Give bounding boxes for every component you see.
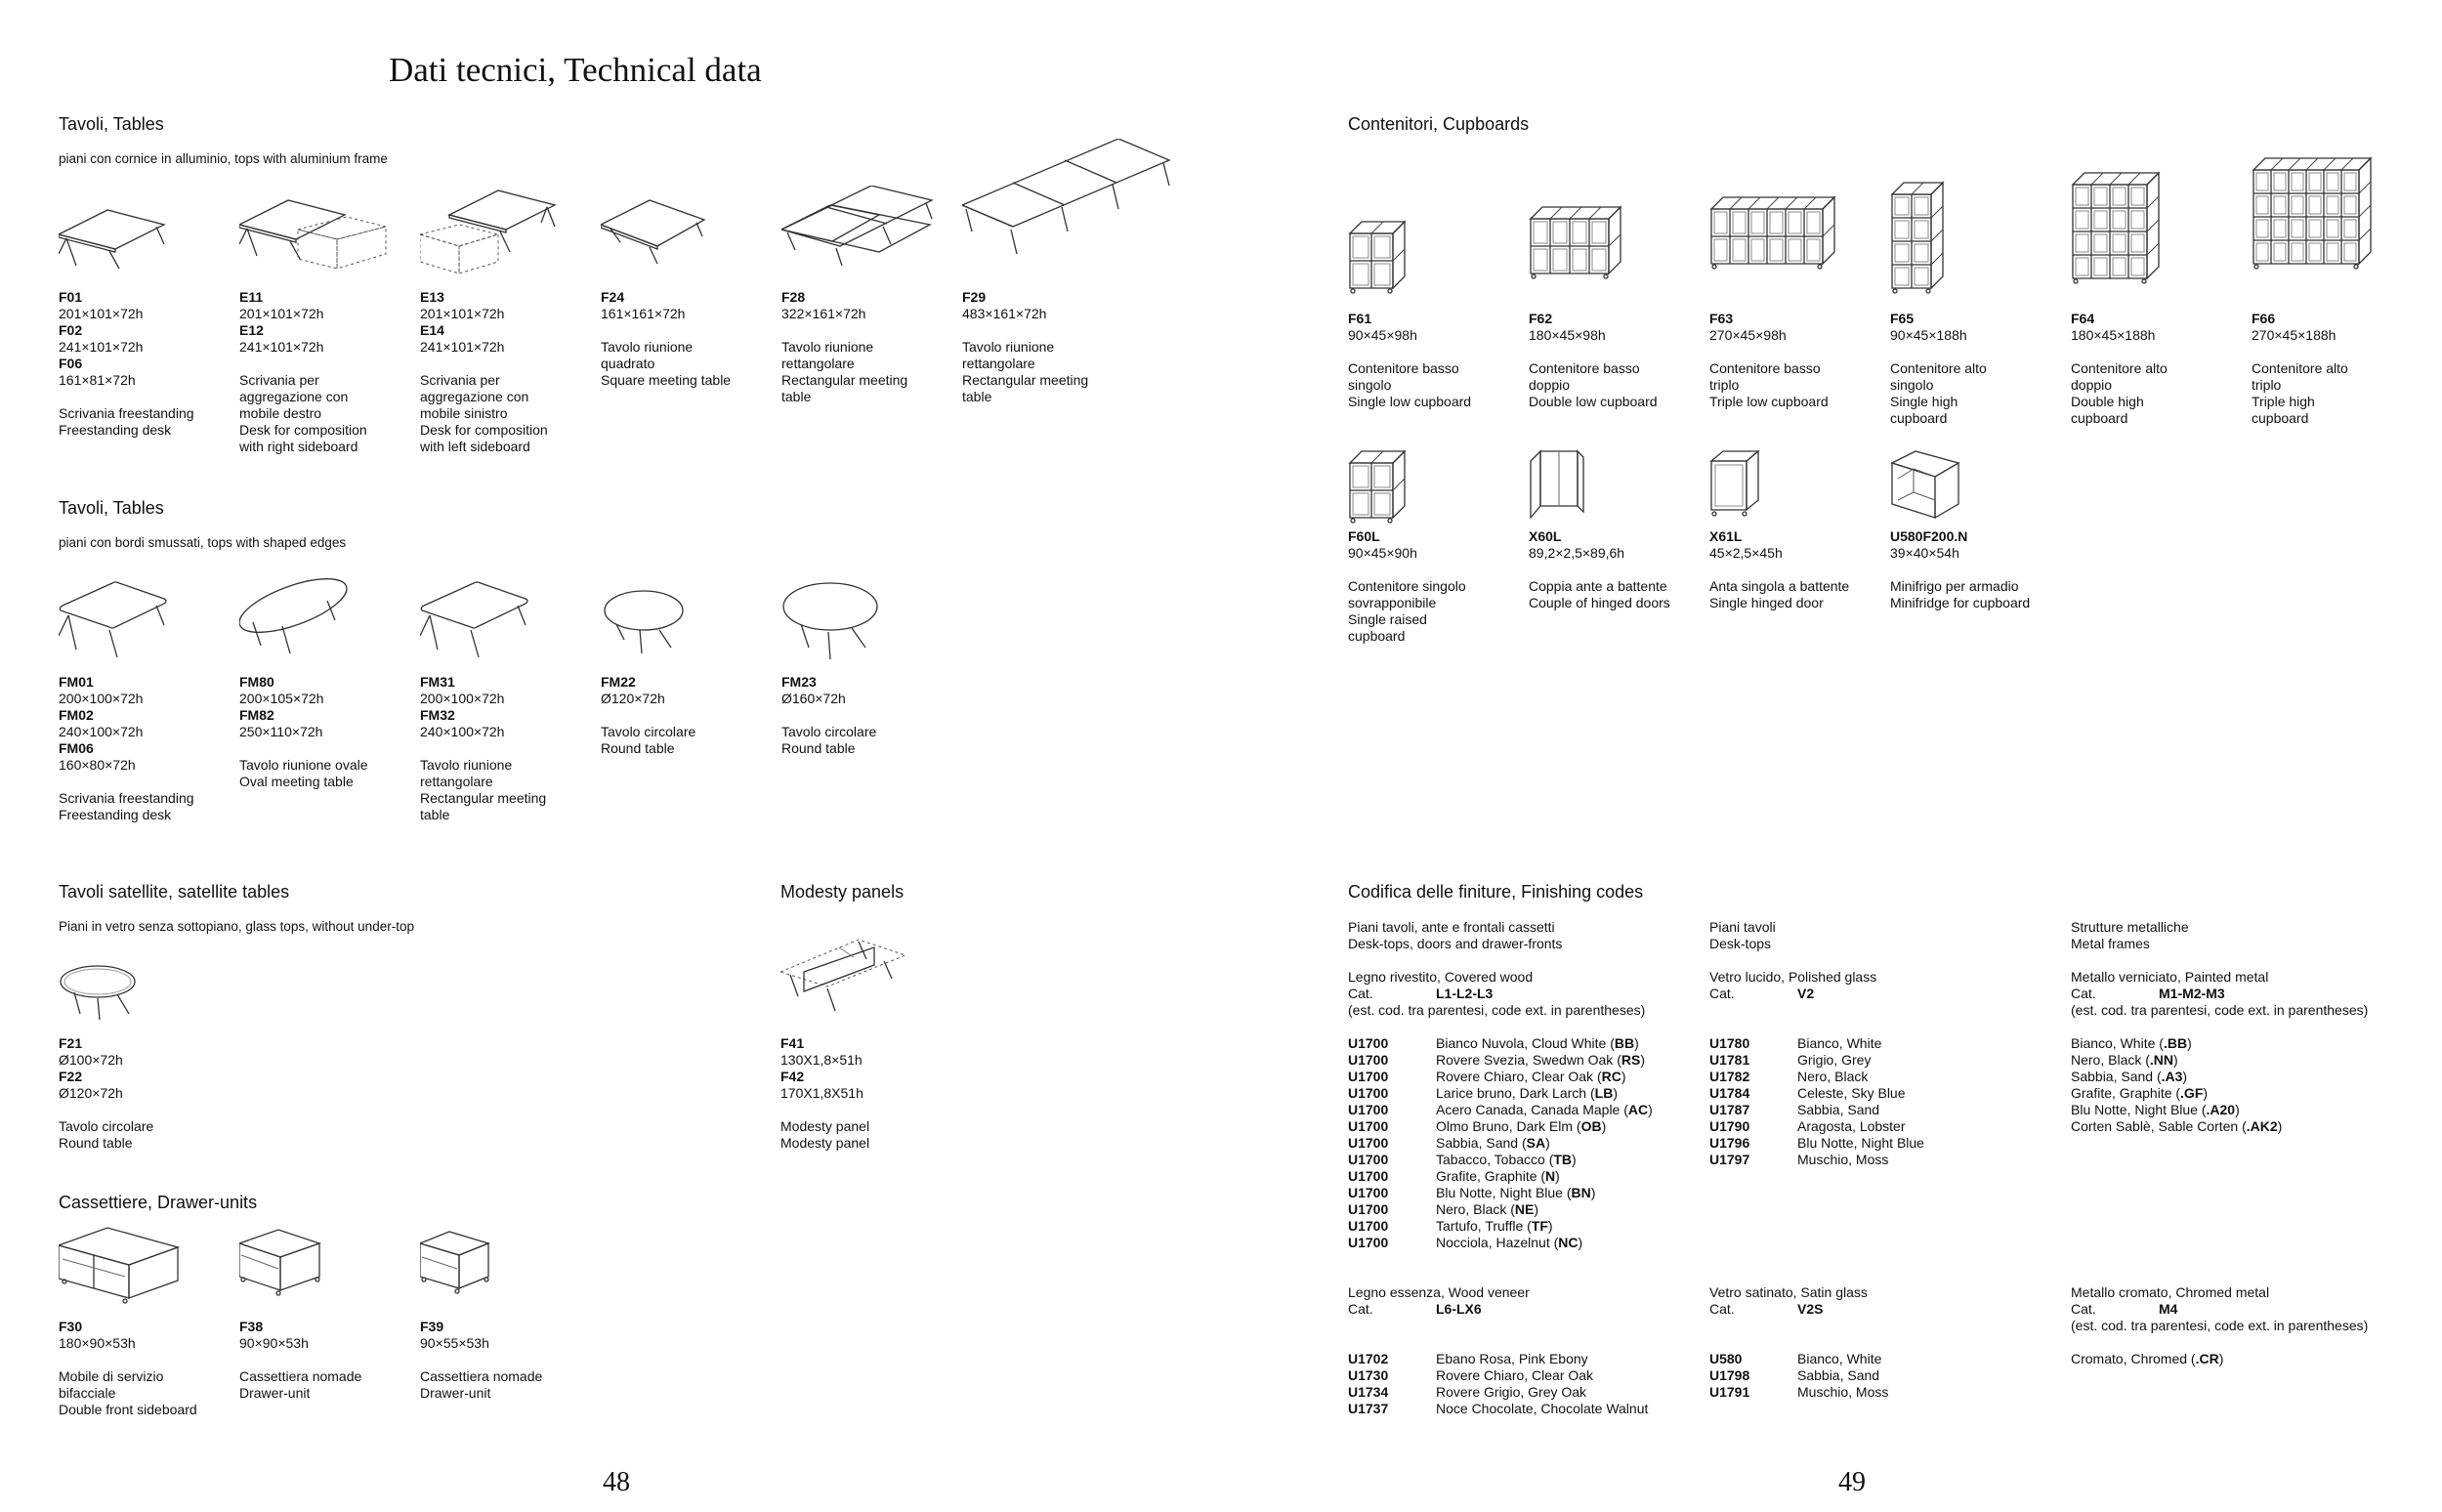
product-code: F29: [962, 289, 987, 305]
large-round-table-icon: [781, 571, 889, 674]
product-code: F21: [59, 1035, 83, 1051]
product-text: triplo: [1709, 377, 1740, 393]
product-text: cupboard: [2071, 410, 2128, 426]
product-text: Cassettiera nomade: [420, 1368, 543, 1384]
spacer: [1529, 344, 1705, 360]
product-text: singolo: [1890, 377, 1934, 393]
product-code: X60L: [1529, 528, 1562, 544]
finishing-column-tops: [1348, 919, 1700, 1417]
product-text: Cassettiera nomade: [239, 1368, 362, 1384]
hinged-doors-icon: [1529, 449, 1587, 527]
spacer: [420, 740, 596, 757]
finish-note: (est. cod. tra parentesi, code ext. in parentheses): [2071, 1002, 2369, 1018]
finish-row: U1780 Bianco, White: [1709, 1035, 1882, 1051]
spacer: [59, 1102, 234, 1118]
product-code: F64: [2071, 311, 2095, 326]
finish-row: U1700 Rovere Chiaro, Clear Oak (RC): [1348, 1069, 1626, 1084]
finish-row: U1700 Grafite, Graphite (N): [1348, 1168, 1560, 1184]
finish-row: Bianco, White (.BB): [2071, 1035, 2192, 1051]
product-text: 322×161×72h: [781, 306, 866, 321]
product-code: F02: [59, 322, 83, 338]
drawer-unit-icon: [239, 1226, 327, 1309]
spacer: [420, 356, 596, 372]
finish-row: U1700 Blu Notte, Night Blue (BN): [1348, 1185, 1596, 1200]
product-text: sovrapponibile: [1348, 595, 1437, 610]
product-text: Single low cupboard: [1348, 394, 1472, 409]
product-text: Couple of hinged doors: [1529, 595, 1670, 610]
product-spec: [1709, 311, 1885, 410]
product-text: Coppia ante a battente: [1529, 578, 1667, 594]
finish-row: Blu Notte, Night Blue (.A20): [2071, 1102, 2240, 1117]
finish-row: U1700 Nocciola, Hazelnut (NC): [1348, 1235, 1583, 1250]
product-text: 201×101×72h: [420, 306, 505, 321]
raised-cupboard-icon: [1348, 449, 1407, 528]
spacer: [239, 356, 415, 372]
finish-row: U1790 Aragosta, Lobster: [1709, 1118, 1906, 1134]
product-text: Scrivania freestanding: [59, 790, 194, 806]
product-text: 161×161×72h: [601, 306, 686, 321]
product-spec: [780, 1035, 956, 1152]
product-text: Mobile di servizio: [59, 1368, 164, 1384]
product-text: Tavolo riunione: [420, 757, 513, 773]
product-spec: [1890, 528, 2066, 611]
product-text: Freestanding desk: [59, 422, 172, 438]
product-text: Round table: [59, 1135, 133, 1151]
product-text: Minifridge for cupboard: [1890, 595, 2031, 610]
product-text: Rectangular meeting: [420, 790, 547, 806]
product-text: 201×101×72h: [239, 306, 324, 321]
spacer: [239, 740, 415, 757]
product-spec: [420, 674, 596, 823]
product-text: Tavolo circolare: [781, 724, 877, 739]
product-text: 241×101×72h: [420, 339, 505, 355]
product-text: Contenitore basso: [1348, 360, 1459, 376]
spacer: [1529, 562, 1705, 578]
product-text: 200×100×72h: [420, 691, 505, 706]
single-hinged-door-icon: [1709, 449, 1768, 527]
product-text: 200×100×72h: [59, 691, 144, 706]
product-text: 89,2×2,5×89,6h: [1529, 545, 1625, 561]
page-number-right: 49: [1838, 1467, 1866, 1497]
product-text: 90×55×53h: [420, 1335, 489, 1351]
modesty-panel-icon: [780, 938, 907, 1021]
finish-row: U1782 Nero, Black: [1709, 1069, 1869, 1084]
finish-row: Corten Sablè, Sable Corten (.AK2): [2071, 1118, 2283, 1134]
spacer: [2071, 344, 2247, 360]
product-text: Ø100×72h: [59, 1052, 123, 1068]
finish-category: Cat. M1-M2-M3: [2071, 986, 2225, 1001]
product-spec: [420, 289, 596, 455]
spacer: [420, 1352, 596, 1368]
double-high-cupboard-icon: [2071, 171, 2161, 289]
finishing-column-metal: [2071, 919, 2432, 1367]
triple-table-icon: [962, 139, 1172, 280]
product-text: 130X1,8×51h: [780, 1052, 863, 1068]
finish-row: U1700 Larice bruno, Dark Larch (LB): [1348, 1085, 1618, 1101]
product-code: FM22: [601, 674, 636, 690]
product-spec: [781, 674, 957, 757]
page-number-left: 48: [603, 1467, 630, 1497]
desk-left-sideboard-icon: [420, 186, 576, 283]
product-text: Double high: [2071, 394, 2144, 409]
product-text: quadrato: [601, 356, 655, 371]
product-text: aggregazione con: [239, 389, 349, 404]
product-code: FM02: [59, 707, 94, 723]
product-text: 39×40×54h: [1890, 545, 1959, 561]
product-text: Tavolo riunione ovale: [239, 757, 368, 773]
finish-row: U1702 Ebano Rosa, Pink Ebony: [1348, 1351, 1588, 1366]
finish-group-title: Metallo verniciato, Painted metal: [2071, 969, 2269, 985]
product-text: 180×45×98h: [1529, 327, 1606, 343]
product-text: Desk for composition: [420, 422, 548, 438]
finish-row: Cromato, Chromed (.CR): [2071, 1351, 2224, 1366]
product-code: F41: [780, 1035, 805, 1051]
finish-header: Desk-tops: [1709, 936, 1772, 951]
triple-low-cupboard-icon: [1709, 195, 1836, 274]
product-code: F06: [59, 356, 83, 371]
spacer: [1709, 562, 1885, 578]
product-text: 90×45×98h: [1348, 327, 1417, 343]
product-text: Freestanding desk: [59, 807, 172, 822]
spacer: [601, 322, 777, 339]
product-text: Ø160×72h: [781, 691, 846, 706]
product-text: Modesty panel: [780, 1118, 870, 1134]
product-text: mobile sinistro: [420, 405, 508, 421]
product-text: 160×80×72h: [59, 757, 136, 773]
product-text: mobile destro: [239, 405, 322, 421]
product-text: 240×100×72h: [59, 724, 144, 739]
product-text: Tavolo riunione: [781, 339, 874, 355]
finish-row: U1730 Rovere Chiaro, Clear Oak: [1348, 1367, 1594, 1383]
section-subheading-tables-frame: piani con cornice in alluminio, tops with aluminium frame: [59, 151, 388, 166]
square-table-icon: [601, 195, 718, 278]
product-text: triplo: [2252, 377, 2282, 393]
finish-row: U1791 Muschio, Moss: [1709, 1384, 1889, 1400]
section-heading-modesty: Modesty panels: [780, 882, 905, 902]
single-high-cupboard-icon: [1890, 181, 1945, 299]
product-text: Scrivania freestanding: [59, 405, 194, 421]
product-code: F30: [59, 1319, 83, 1334]
product-text: table: [962, 389, 992, 404]
product-code: F60L: [1348, 528, 1380, 544]
product-text: Single high: [1890, 394, 1958, 409]
spacer: [59, 774, 234, 790]
glass-round-table-icon: [59, 957, 147, 1035]
finish-row: U1700 Bianco Nuvola, Cloud White (BB): [1348, 1035, 1639, 1051]
spacer: [962, 322, 1138, 339]
product-text: Triple low cupboard: [1709, 394, 1829, 409]
section-heading-finishing: Codifica delle finiture, Finishing codes: [1348, 882, 1644, 902]
finish-category: Cat. L6-LX6: [1348, 1301, 1482, 1317]
finish-row: U1700 Acero Canada, Canada Maple (AC): [1348, 1102, 1653, 1117]
product-text: 241×101×72h: [239, 339, 324, 355]
product-spec: [1529, 311, 1705, 410]
product-spec: [59, 674, 234, 823]
product-text: Ø120×72h: [601, 691, 665, 706]
section-heading-satellite: Tavoli satellite, satellite tables: [59, 882, 290, 902]
product-text: Contenitore alto: [2071, 360, 2168, 376]
section-heading-tables-shaped: Tavoli, Tables: [59, 498, 164, 518]
product-text: 241×101×72h: [59, 339, 144, 355]
product-text: 240×100×72h: [420, 724, 505, 739]
spacer: [59, 389, 234, 405]
product-spec: [1890, 311, 2066, 427]
product-spec: [239, 674, 415, 790]
product-spec: [2071, 311, 2247, 427]
product-text: Tavolo riunione: [962, 339, 1055, 355]
finish-group-title: Vetro satinato, Satin glass: [1709, 1284, 1868, 1300]
product-code: F24: [601, 289, 625, 305]
finish-row: U1798 Sabbia, Sand: [1709, 1367, 1880, 1383]
finish-row: U1700 Tartufo, Truffle (TF): [1348, 1218, 1553, 1234]
finish-header: Desk-tops, doors and drawer-fronts: [1348, 936, 1563, 951]
spacer: [2252, 344, 2427, 360]
spacer: [601, 707, 777, 724]
product-text: 45×2,5×45h: [1709, 545, 1783, 561]
product-code: F38: [239, 1319, 264, 1334]
finish-row: U1797 Muschio, Moss: [1709, 1152, 1889, 1167]
page-title: Dati tecnici, Technical data: [389, 51, 762, 89]
shaped-desk-icon: [59, 571, 176, 669]
product-text: Square meeting table: [601, 372, 732, 388]
product-text: 483×161×72h: [962, 306, 1047, 321]
finish-category: Cat. V2S: [1709, 1301, 1824, 1317]
product-text: with right sideboard: [239, 439, 358, 454]
product-spec: [59, 1035, 234, 1152]
product-text: Contenitore alto: [1890, 360, 1987, 376]
product-code: F22: [59, 1069, 83, 1084]
product-code: E12: [239, 322, 264, 338]
spacer: [1890, 562, 2066, 578]
finish-header: Piani tavoli: [1709, 919, 1776, 935]
product-spec: [781, 289, 957, 405]
product-text: Contenitore singolo: [1348, 578, 1466, 594]
finish-row: U1784 Celeste, Sky Blue: [1709, 1085, 1906, 1101]
product-text: cupboard: [2252, 410, 2309, 426]
finish-row: Nero, Black (.NN): [2071, 1052, 2178, 1068]
product-text: Double front sideboard: [59, 1402, 197, 1417]
product-text: Desk for composition: [239, 422, 367, 438]
finish-row: Sabbia, Sand (.A3): [2071, 1069, 2188, 1084]
finish-row: U1737 Noce Chocolate, Chocolate Walnut: [1348, 1401, 1649, 1416]
finish-row: U580 Bianco, White: [1709, 1351, 1882, 1366]
spacer: [781, 707, 957, 724]
product-code: F39: [420, 1319, 444, 1334]
product-code: FM31: [420, 674, 455, 690]
section-heading-cupboards: Contenitori, Cupboards: [1348, 114, 1530, 134]
finish-row: U1781 Grigio, Grey: [1709, 1052, 1872, 1068]
product-code: X61L: [1709, 528, 1743, 544]
minifridge-icon: [1890, 449, 1963, 527]
finish-category: Cat. V2: [1709, 986, 1815, 1001]
product-text: bifacciale: [59, 1385, 116, 1401]
product-text: Drawer-unit: [239, 1385, 311, 1401]
small-drawer-unit-icon: [420, 1226, 498, 1309]
finishing-column-desktops: [1709, 919, 2061, 1401]
product-code: F61: [1348, 311, 1372, 326]
product-spec: [1529, 528, 1705, 611]
product-text: rettangolare: [420, 774, 493, 789]
product-text: Tavolo riunione: [601, 339, 694, 355]
product-text: rettangolare: [962, 356, 1035, 371]
product-spec: [2252, 311, 2427, 427]
product-text: 90×90×53h: [239, 1335, 309, 1351]
triple-high-cupboard-icon: [2252, 156, 2373, 274]
product-text: Contenitore alto: [2252, 360, 2348, 376]
finish-header: Piani tavoli, ante e frontali cassetti: [1348, 919, 1555, 935]
finish-row: U1700 Sabbia, Sand (SA): [1348, 1135, 1550, 1151]
finish-row: U1700 Rovere Svezia, Swedwn Oak (RS): [1348, 1052, 1645, 1068]
product-text: cupboard: [1348, 628, 1406, 644]
product-text: Round table: [781, 740, 856, 756]
product-code: F63: [1709, 311, 1734, 326]
product-spec: [962, 289, 1138, 405]
product-text: 200×105×72h: [239, 691, 324, 706]
product-text: Modesty panel: [780, 1135, 870, 1151]
finish-note: (est. cod. tra parentesi, code ext. in parentheses): [1348, 1002, 1646, 1018]
product-text: 270×45×98h: [1709, 327, 1787, 343]
product-spec: [601, 674, 777, 757]
product-text: Drawer-unit: [420, 1385, 491, 1401]
finish-group-title: Metallo cromato, Chromed metal: [2071, 1284, 2270, 1300]
product-text: Double low cupboard: [1529, 394, 1658, 409]
product-text: Rectangular meeting: [962, 372, 1089, 388]
spacer: [780, 1102, 956, 1118]
product-text: Single raised: [1348, 611, 1427, 627]
product-text: Minifrigo per armadio: [1890, 578, 2019, 594]
product-text: doppio: [2071, 377, 2113, 393]
product-spec: [1348, 311, 1524, 410]
double-low-cupboard-icon: [1529, 205, 1622, 284]
product-text: 180×45×188h: [2071, 327, 2156, 343]
product-spec: [420, 1319, 596, 1402]
finish-row: U1734 Rovere Grigio, Grey Oak: [1348, 1384, 1587, 1400]
product-text: Tavolo circolare: [59, 1118, 154, 1134]
spacer: [1348, 344, 1524, 360]
product-text: Anta singola a battente: [1709, 578, 1850, 594]
product-text: Tavolo circolare: [601, 724, 696, 739]
finish-group-title: Legno essenza, Wood veneer: [1348, 1284, 1530, 1300]
product-text: aggregazione con: [420, 389, 529, 404]
product-text: 201×101×72h: [59, 306, 144, 321]
product-text: table: [781, 389, 812, 404]
product-text: doppio: [1529, 377, 1571, 393]
product-text: with left sideboard: [420, 439, 530, 454]
finish-header: Strutture metalliche: [2071, 919, 2189, 935]
product-spec: [1709, 528, 1885, 611]
product-text: 270×45×188h: [2252, 327, 2337, 343]
product-text: 161×81×72h: [59, 372, 136, 388]
product-code: E11: [239, 289, 264, 305]
product-spec: [59, 289, 234, 439]
product-text: cupboard: [1890, 410, 1948, 426]
product-spec: [239, 289, 415, 455]
rectangular-desk-icon: [59, 195, 176, 278]
product-code: F66: [2252, 311, 2276, 326]
finish-row: U1700 Tabacco, Tobacco (TB): [1348, 1152, 1577, 1167]
product-text: 180×90×53h: [59, 1335, 136, 1351]
product-text: rettangolare: [781, 356, 855, 371]
single-low-cupboard-icon: [1348, 220, 1407, 299]
product-spec: [59, 1319, 234, 1418]
product-text: 250×110×72h: [239, 724, 323, 739]
finish-row: U1796 Blu Notte, Night Blue: [1709, 1135, 1924, 1151]
desk-right-sideboard-icon: [239, 186, 396, 283]
finish-row: Grafite, Graphite (.GF): [2071, 1085, 2209, 1101]
spacer: [59, 1352, 234, 1368]
product-code: F62: [1529, 311, 1553, 326]
section-heading-tables-frame: Tavoli, Tables: [59, 114, 164, 134]
product-text: Scrivania per: [420, 372, 500, 388]
product-code: FM80: [239, 674, 274, 690]
finish-note: (est. cod. tra parentesi, code ext. in parentheses): [2071, 1318, 2369, 1333]
section-subheading-tables-shaped: piani con bordi smussati, tops with shaped edges: [59, 535, 347, 550]
product-code: F01: [59, 289, 83, 305]
product-text: Oval meeting table: [239, 774, 354, 789]
spacer: [1348, 562, 1524, 578]
finish-category: Cat. M4: [2071, 1301, 2178, 1317]
service-unit-icon: [59, 1226, 186, 1314]
product-text: Scrivania per: [239, 372, 319, 388]
product-text: Round table: [601, 740, 675, 756]
shaped-meeting-table-icon: [420, 571, 537, 669]
product-spec: [601, 289, 777, 389]
small-round-table-icon: [601, 571, 698, 664]
double-table-icon: [781, 186, 938, 283]
product-code: F28: [781, 289, 806, 305]
section-heading-drawers: Cassettiere, Drawer-units: [59, 1193, 258, 1212]
product-code: E14: [420, 322, 444, 338]
product-text: Contenitore basso: [1529, 360, 1640, 376]
product-spec: [1348, 528, 1524, 645]
finish-group-title: Legno rivestito, Covered wood: [1348, 969, 1534, 985]
product-text: 90×45×188h: [1890, 327, 1967, 343]
spacer: [239, 1352, 415, 1368]
product-text: Ø120×72h: [59, 1085, 123, 1101]
product-text: Contenitore basso: [1709, 360, 1821, 376]
product-text: 170X1,8X51h: [780, 1085, 863, 1101]
product-text: Triple high: [2252, 394, 2315, 409]
product-code: F65: [1890, 311, 1915, 326]
product-text: singolo: [1348, 377, 1392, 393]
product-text: Rectangular meeting: [781, 372, 908, 388]
finish-header: Metal frames: [2071, 936, 2150, 951]
product-code: FM32: [420, 707, 455, 723]
product-text: table: [420, 807, 450, 822]
spacer: [1709, 344, 1885, 360]
spacer: [1890, 344, 2066, 360]
finish-category: Cat. L1-L2-L3: [1348, 986, 1494, 1001]
finish-row: U1700 Olmo Bruno, Dark Elm (OB): [1348, 1118, 1607, 1134]
section-subheading-satellite: Piani in vetro senza sottopiano, glass tops, without under-top: [59, 919, 414, 934]
finish-group-title: Vetro lucido, Polished glass: [1709, 969, 1877, 985]
product-code: E13: [420, 289, 444, 305]
finish-row: U1700 Nero, Black (NE): [1348, 1201, 1539, 1217]
product-spec: [239, 1319, 415, 1402]
product-text: 90×45×90h: [1348, 545, 1417, 561]
product-code: FM01: [59, 674, 94, 690]
finish-row: U1787 Sabbia, Sand: [1709, 1102, 1880, 1117]
oval-table-icon: [239, 571, 357, 669]
product-code: FM82: [239, 707, 274, 723]
product-text: Single hinged door: [1709, 595, 1824, 610]
product-code: FM23: [781, 674, 817, 690]
product-code: F42: [780, 1069, 805, 1084]
product-code: FM06: [59, 740, 94, 756]
spacer: [781, 322, 957, 339]
product-code: U580F200.N: [1890, 528, 1968, 544]
